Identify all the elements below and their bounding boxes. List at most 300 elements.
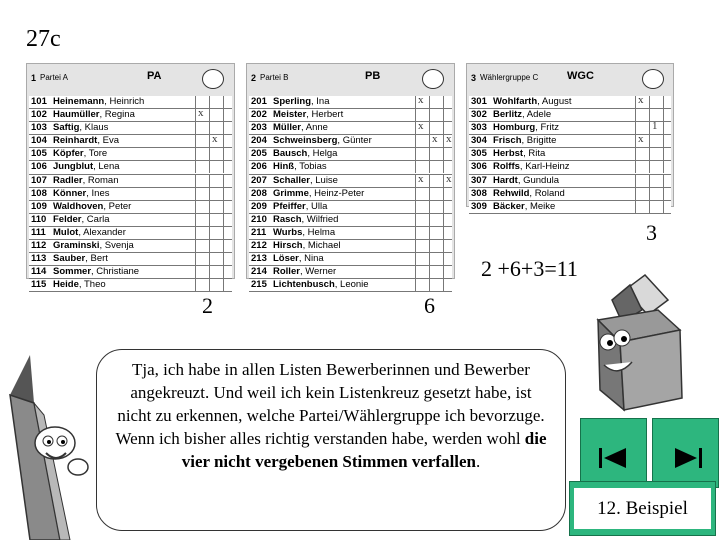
vote-cell[interactable] (223, 227, 236, 239)
candidate-last-name: Heide (53, 279, 79, 291)
candidate-number: 108 (31, 187, 47, 199)
vote-cell[interactable] (223, 175, 236, 187)
candidate-name (493, 175, 559, 187)
candidate-number: 204 (251, 135, 267, 147)
candidate-last-name: Saftig (53, 122, 80, 134)
candidate-number: 215 (251, 279, 267, 291)
vote-cell[interactable] (223, 188, 236, 200)
candidate-first-name: , Tore (83, 148, 108, 160)
list-name: Partei B (260, 73, 289, 82)
vote-cell[interactable] (443, 253, 456, 265)
vote-cell[interactable] (663, 96, 676, 108)
vote-cell[interactable] (223, 161, 236, 173)
vote-mark: x (198, 107, 204, 120)
candidate-first-name: , Tobias (294, 161, 327, 173)
candidate-first-name: , Helga (307, 148, 338, 160)
vote-mark: x (418, 172, 424, 185)
vote-cell[interactable] (209, 227, 222, 239)
vote-cell[interactable] (415, 240, 428, 252)
candidate-first-name: , Ulla (305, 200, 328, 212)
list-abbreviation: WGC (567, 70, 594, 82)
candidate-name (53, 96, 144, 108)
candidate-number: 111 (31, 226, 46, 238)
vote-cell[interactable] (429, 188, 442, 200)
vote-cell[interactable] (443, 188, 456, 200)
vote-cell[interactable] (195, 279, 208, 291)
candidate-first-name: , Heinrich (104, 96, 145, 107)
candidate-row (249, 188, 452, 201)
candidate-name (273, 214, 338, 226)
vote-cell[interactable] (649, 148, 662, 160)
candidate-first-name: , Leonie (334, 279, 369, 291)
candidate-number: 112 (31, 240, 47, 252)
candidate-number: 203 (251, 122, 267, 134)
count-ballot-b: 6 (424, 293, 435, 318)
vote-mark: x (638, 94, 644, 106)
vote-cell[interactable] (663, 161, 676, 173)
vote-cell[interactable] (649, 175, 662, 187)
vote-cell[interactable] (209, 161, 222, 173)
candidate-last-name: Schaller (273, 174, 310, 186)
candidate-row (249, 227, 452, 240)
first-slide-button[interactable] (580, 418, 647, 488)
candidate-last-name: Haumüller (53, 109, 100, 121)
vote-cell[interactable] (443, 96, 456, 108)
candidate-last-name: Jungblut (53, 161, 94, 173)
vote-cell[interactable] (209, 214, 222, 226)
candidate-first-name: , Michael (302, 240, 341, 252)
candidate-name (273, 96, 330, 108)
vote-cell[interactable] (429, 148, 442, 160)
candidate-last-name: Pfeiffer (273, 200, 306, 212)
candidate-first-name: , Roland (529, 187, 565, 199)
vote-cell[interactable] (195, 175, 208, 187)
candidate-last-name: Könner (53, 187, 87, 199)
candidate-name (493, 122, 559, 134)
candidate-name (273, 240, 341, 252)
vote-cell[interactable] (209, 96, 222, 108)
vote-cell[interactable] (415, 214, 428, 226)
vote-cell[interactable] (195, 266, 208, 278)
vote-cell[interactable] (663, 188, 676, 200)
list-vote-circle[interactable] (642, 69, 664, 89)
vote-cell[interactable] (443, 214, 456, 226)
candidate-name (493, 201, 555, 213)
candidate-first-name: , Gundula (517, 174, 560, 186)
candidate-row (29, 214, 232, 227)
vote-cell[interactable] (223, 109, 236, 121)
candidate-first-name: , Luise (309, 174, 338, 186)
vote-cell[interactable] (223, 201, 236, 213)
candidate-row (469, 161, 671, 174)
list-abbreviation: PB (365, 70, 381, 82)
candidate-last-name: Wohlfarth (493, 96, 538, 107)
vote-cell[interactable] (663, 148, 676, 160)
vote-mark: x (638, 133, 644, 146)
candidate-row (249, 266, 452, 279)
candidate-last-name: Meister (273, 109, 307, 121)
candidate-name (53, 253, 108, 265)
candidate-last-name: Rehwild (493, 187, 530, 199)
vote-cell[interactable] (195, 135, 208, 147)
candidate-first-name: , Lena (93, 161, 120, 173)
candidate-number: 205 (251, 148, 267, 160)
candidate-name (273, 175, 338, 187)
vote-cell[interactable] (209, 266, 222, 278)
vote-cell[interactable] (635, 201, 648, 213)
candidate-number: 202 (251, 109, 267, 121)
candidate-last-name: Hirsch (273, 240, 303, 252)
candidate-last-name: Roller (273, 266, 300, 278)
vote-cell[interactable] (195, 122, 208, 134)
candidate-name (53, 161, 120, 173)
skip-to-start-icon (581, 419, 648, 489)
vote-cell[interactable] (209, 148, 222, 160)
candidate-first-name: , Rita (523, 148, 546, 160)
vote-cell[interactable] (429, 175, 442, 187)
candidate-number: 209 (251, 200, 267, 212)
candidate-row (29, 253, 232, 266)
candidate-number: 103 (31, 122, 47, 134)
candidate-last-name: Radler (53, 174, 83, 186)
speech-bubble (96, 349, 566, 531)
candidate-row (29, 227, 232, 240)
vote-cell[interactable] (443, 240, 456, 252)
candidate-name (493, 188, 565, 200)
candidate-list (249, 96, 452, 292)
candidate-name (493, 96, 572, 108)
candidate-row (249, 135, 452, 148)
candidate-number: 105 (31, 148, 47, 160)
vote-cell[interactable] (429, 214, 442, 226)
candidate-first-name: , Eva (97, 135, 119, 147)
vote-cell[interactable] (429, 96, 442, 108)
candidate-name (273, 201, 327, 213)
candidate-name (273, 161, 327, 173)
candidate-row (469, 109, 671, 122)
candidate-row (249, 253, 452, 266)
ballot-header (27, 64, 234, 94)
candidate-row (469, 175, 671, 188)
candidate-row (249, 148, 452, 161)
vote-cell[interactable] (635, 161, 648, 173)
vote-cell[interactable] (429, 109, 442, 121)
candidate-last-name: Bäcker (493, 200, 525, 212)
candidate-first-name: , Herbert (306, 109, 344, 121)
candidate-first-name: , Ines (86, 187, 110, 199)
candidate-name (493, 161, 570, 173)
candidate-last-name: Hinß (273, 161, 295, 173)
list-vote-circle[interactable] (202, 69, 224, 89)
ballot-box-mascot-illustration (570, 270, 720, 415)
vote-cell[interactable] (635, 175, 648, 187)
candidate-first-name: , Helma (302, 226, 336, 238)
candidate-number: 304 (471, 135, 487, 147)
candidate-number: 102 (31, 109, 47, 121)
vote-cell[interactable] (429, 253, 442, 265)
vote-mark: x (418, 120, 424, 133)
candidate-last-name: Frisch (493, 135, 522, 147)
vote-cell[interactable] (429, 227, 442, 239)
vote-cell[interactable] (635, 109, 648, 121)
vote-cell[interactable] (663, 135, 676, 147)
vote-cell[interactable] (635, 148, 648, 160)
vote-cell[interactable] (443, 161, 456, 173)
vote-cell[interactable] (443, 201, 456, 213)
candidate-last-name: Rasch (273, 213, 302, 225)
vote-cell[interactable] (209, 253, 222, 265)
candidate-name (493, 135, 556, 147)
vote-cell[interactable] (415, 135, 428, 147)
candidate-last-name: Köpfer (53, 148, 84, 160)
vote-cell[interactable] (195, 188, 208, 200)
candidate-last-name: Heinemann (53, 96, 105, 107)
candidate-row (29, 188, 232, 201)
vote-cell[interactable] (429, 161, 442, 173)
candidate-first-name: , Peter (103, 200, 132, 212)
candidate-first-name: , Christiane (91, 266, 140, 278)
candidate-last-name: Rolffs (493, 161, 520, 173)
candidate-number: 206 (251, 161, 267, 173)
vote-cell[interactable] (649, 135, 662, 147)
vote-cell[interactable] (195, 161, 208, 173)
speech-text-end: . (476, 452, 481, 471)
candidate-number: 303 (471, 122, 487, 134)
ballot-party-a (26, 63, 235, 291)
vote-mark: 1 (652, 120, 658, 133)
candidate-number: 210 (251, 213, 267, 225)
vote-cell[interactable] (223, 253, 236, 265)
example-label: 12. Beispiel (574, 488, 711, 529)
candidate-name (273, 109, 343, 121)
vote-mark: x (446, 172, 452, 185)
vote-cell[interactable] (415, 161, 428, 173)
candidate-number: 115 (31, 279, 47, 291)
vote-cell[interactable] (415, 148, 428, 160)
vote-cell[interactable] (195, 201, 208, 213)
vote-mark: x (418, 94, 424, 106)
candidate-name (53, 214, 110, 226)
vote-cell[interactable] (195, 214, 208, 226)
vote-cell[interactable] (195, 148, 208, 160)
vote-cell[interactable] (443, 227, 456, 239)
candidate-number: 302 (471, 109, 487, 121)
vote-cell[interactable] (649, 96, 662, 108)
speech-text-bold: die vier nicht vergebenen Stimmen verfallen (181, 429, 547, 471)
vote-cell[interactable] (429, 201, 442, 213)
candidate-number: 309 (471, 200, 487, 212)
candidate-number: 107 (31, 174, 47, 186)
candidate-first-name: , Ina (311, 96, 330, 107)
candidate-number: 213 (251, 253, 267, 265)
candidate-first-name: , Svenja (99, 240, 134, 252)
list-name: Partei A (40, 73, 69, 82)
vote-cell[interactable] (429, 240, 442, 252)
candidate-name (273, 279, 369, 291)
vote-cell[interactable] (209, 109, 222, 121)
candidate-last-name: Homburg (493, 122, 536, 134)
vote-cell[interactable] (415, 266, 428, 278)
candidate-last-name: Löser (273, 253, 299, 265)
candidate-first-name: , Bert (85, 253, 108, 265)
candidate-first-name: , Carla (81, 213, 110, 225)
candidate-first-name: , Roman (82, 174, 119, 186)
candidate-name (273, 188, 364, 200)
candidate-list (29, 96, 232, 292)
candidate-name (53, 122, 108, 134)
candidate-last-name: Grimme (273, 187, 309, 199)
candidate-first-name: , Fritz (535, 122, 559, 134)
candidate-name (273, 266, 336, 278)
candidate-last-name: Hardt (493, 174, 518, 186)
candidate-name (53, 227, 126, 239)
vote-cell[interactable] (429, 266, 442, 278)
list-number: 3 (471, 73, 477, 83)
candidate-list (469, 96, 671, 214)
vote-cell[interactable] (415, 279, 428, 291)
count-ballot-a: 2 (202, 293, 213, 318)
candidate-last-name: Müller (273, 122, 301, 134)
vote-cell[interactable] (209, 201, 222, 213)
candidate-row (29, 240, 232, 253)
candidate-first-name: , Theo (78, 279, 106, 291)
candidate-row (249, 201, 452, 214)
candidate-number: 305 (471, 148, 487, 160)
vote-cell[interactable] (415, 201, 428, 213)
candidate-number: 214 (251, 266, 267, 278)
candidate-number: 104 (31, 135, 47, 147)
vote-cell[interactable] (429, 279, 442, 291)
vote-cell[interactable] (649, 201, 662, 213)
candidate-first-name: , Anne (300, 122, 328, 134)
candidate-first-name: , Günter (337, 135, 372, 147)
candidate-first-name: , Regina (99, 109, 135, 121)
candidate-number: 301 (471, 96, 487, 107)
candidate-last-name: Felder (53, 213, 82, 225)
candidate-first-name: , Heinz-Peter (308, 187, 365, 199)
example-number-box (569, 481, 716, 536)
vote-cell[interactable] (209, 240, 222, 252)
vote-cell[interactable] (223, 279, 236, 291)
candidate-name (273, 227, 335, 239)
list-abbreviation: PA (147, 70, 162, 82)
candidate-first-name: , August (537, 96, 572, 107)
vote-mark: x (212, 133, 218, 146)
candidate-number: 211 (251, 226, 267, 238)
vote-cell[interactable] (443, 148, 456, 160)
ballot-header (467, 64, 673, 94)
candidate-last-name: Berlitz (493, 109, 523, 121)
vote-cell[interactable] (223, 266, 236, 278)
candidate-name (53, 240, 134, 252)
list-name: Wählergruppe C (480, 73, 539, 82)
vote-cell[interactable] (195, 240, 208, 252)
candidate-row (29, 201, 232, 214)
vote-cell[interactable] (209, 279, 222, 291)
candidate-name (53, 201, 131, 213)
candidate-row (249, 279, 452, 292)
candidate-name (53, 279, 106, 291)
candidate-last-name: Sauber (53, 253, 86, 265)
candidate-number: 207 (251, 174, 267, 186)
candidate-name (273, 122, 328, 134)
candidate-last-name: Waldhoven (53, 200, 104, 212)
vote-cell[interactable] (223, 148, 236, 160)
ballot-party-b (246, 63, 455, 291)
candidate-row (29, 122, 232, 135)
list-number: 2 (251, 73, 257, 83)
candidate-number: 212 (251, 240, 267, 252)
candidate-first-name: , Meike (524, 200, 556, 212)
candidate-first-name: , Klaus (79, 122, 109, 134)
candidate-last-name: Bausch (273, 148, 308, 160)
vote-cell[interactable] (415, 227, 428, 239)
candidate-number: 307 (471, 174, 487, 186)
candidate-name (273, 135, 372, 147)
candidate-name (493, 148, 545, 160)
vote-cell[interactable] (223, 135, 236, 147)
candidate-number: 306 (471, 161, 487, 173)
vote-cell[interactable] (223, 96, 236, 108)
candidate-last-name: Wurbs (273, 226, 303, 238)
candidate-number: 113 (31, 253, 47, 265)
ballot-waehlergruppe-c (466, 63, 674, 212)
last-slide-button[interactable] (652, 418, 719, 488)
candidate-row (469, 148, 671, 161)
candidate-first-name: , Adele (522, 109, 552, 121)
vote-cell[interactable] (663, 201, 676, 213)
list-number: 1 (31, 73, 37, 83)
candidate-first-name: , Wilfried (301, 213, 339, 225)
candidate-first-name: , Karl-Heinz (519, 161, 570, 173)
vote-cell[interactable] (415, 253, 428, 265)
vote-cell[interactable] (663, 175, 676, 187)
candidate-first-name: , Nina (298, 253, 324, 265)
vote-cell[interactable] (209, 188, 222, 200)
pencil-mascot-illustration (0, 355, 100, 540)
vote-cell[interactable] (635, 188, 648, 200)
candidate-name (53, 135, 119, 147)
vote-cell[interactable] (223, 240, 236, 252)
vote-cell[interactable] (209, 175, 222, 187)
vote-cell[interactable] (223, 122, 236, 134)
vote-cell[interactable] (223, 214, 236, 226)
vote-cell[interactable] (195, 227, 208, 239)
vote-cell[interactable] (443, 279, 456, 291)
candidate-row (29, 279, 232, 292)
vote-cell[interactable] (649, 188, 662, 200)
slide-number: 27c (26, 26, 61, 52)
vote-cell[interactable] (663, 122, 676, 134)
candidate-name (273, 148, 337, 160)
vote-cell[interactable] (649, 161, 662, 173)
candidate-number: 308 (471, 187, 487, 199)
candidate-last-name: Mulot (53, 226, 79, 238)
candidate-row (29, 135, 232, 148)
candidate-last-name: Sperling (273, 96, 312, 107)
candidate-name (53, 109, 135, 121)
candidate-name (273, 253, 324, 265)
candidate-last-name: Sommer (53, 266, 92, 278)
vote-cell[interactable] (443, 266, 456, 278)
vote-cell[interactable] (195, 253, 208, 265)
vote-cell[interactable] (663, 109, 676, 121)
list-vote-circle[interactable] (422, 69, 444, 89)
candidate-row (29, 148, 232, 161)
candidate-row (29, 161, 232, 174)
vote-cell[interactable] (415, 188, 428, 200)
vote-cell[interactable] (443, 109, 456, 121)
